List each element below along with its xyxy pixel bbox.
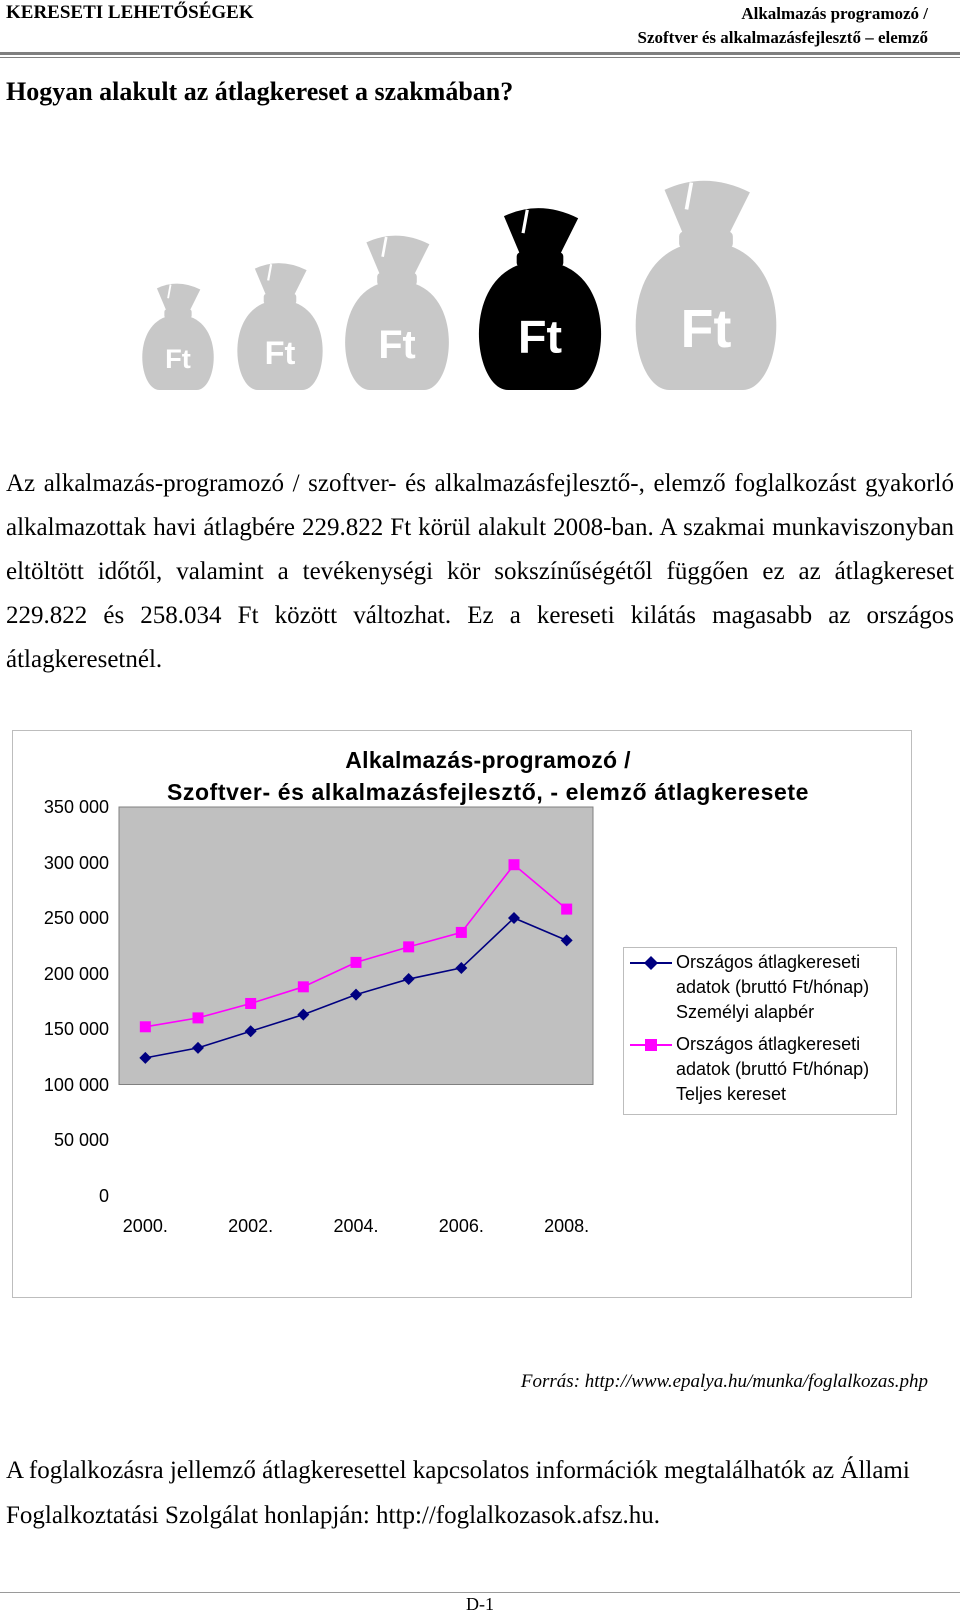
data-point-square <box>245 998 256 1009</box>
source-citation: Forrás: http://www.epalya.hu/munka/foglalkozas.php <box>520 1371 928 1392</box>
y-tick-label: 150 000 <box>43 1019 109 1039</box>
outro-paragraph: A foglalkozásra jellemző átlagkeresettel kapcsolatos információk megtalálhatók az Állami Foglalkoztatási Szolgálat honlapján: http://foglalkozasok.afsz.hu. <box>6 1457 910 1529</box>
y-tick-label: 300 000 <box>43 852 109 873</box>
y-tick-label: 100 000 <box>43 1074 109 1095</box>
x-tick-label: 2006. <box>438 1216 484 1236</box>
chart-title-line1: Alkalmazás-programozó / <box>345 747 631 773</box>
legend-label: adatok (bruttó Ft/hónap) <box>676 1059 870 1079</box>
x-tick-label: 2000. <box>122 1216 168 1236</box>
earnings-chart <box>12 730 912 1298</box>
money-bag-icon <box>142 284 213 390</box>
data-point-square <box>193 1012 204 1023</box>
legend-label: Személyi alapbér <box>676 1002 815 1022</box>
data-point-square <box>140 1021 151 1032</box>
legend-item-series-1 <box>676 950 896 1025</box>
money-bag-label: Ft <box>264 334 296 371</box>
header-section-title: KERESETI LEHETŐSÉGEK <box>6 2 254 23</box>
footer-divider <box>0 1592 960 1593</box>
money-bag-label: Ft <box>680 298 732 359</box>
header-occupation-line1: Alkalmazás programozó / <box>741 4 928 23</box>
y-tick-label: 250 000 <box>43 908 109 928</box>
page-number: D-1 <box>466 1594 494 1614</box>
legend-item-series-2 <box>676 1032 896 1107</box>
y-tick-label: 200 000 <box>43 963 109 984</box>
legend-label: Országos átlagkereseti <box>676 952 861 972</box>
x-tick-label: 2004. <box>333 1216 379 1236</box>
plot-area <box>119 807 593 1085</box>
header-divider-thin <box>0 57 960 58</box>
intro-paragraph: Az alkalmazás-programozó / szoftver- és alkalmazásfejlesztő-, elemző foglalkozást gyakorló alkalmazottak havi átlagbére 229.822 Ft körül alakult 2008-ban. A szakmai munkaviszonyban eltöltött időtől, valamint a tevékenységi kör sokszínűségétől függően ez az átlagkereset 229.822 és 258.034 Ft között változhat. Ez a kereseti kilátás magasabb az országos átlagkeresetnél. <box>6 470 954 673</box>
legend-marker-series-2 <box>630 1038 672 1052</box>
data-point-square <box>456 927 467 938</box>
data-point-square <box>298 981 309 992</box>
header-divider-thick <box>0 52 960 55</box>
header-occupation-line2: Szoftver és alkalmazásfejlesztő – elemző <box>637 28 928 47</box>
money-bags-illustration <box>0 145 960 415</box>
y-tick-label: 50 000 <box>53 1130 109 1150</box>
x-tick-label: 2002. <box>228 1216 274 1236</box>
legend-label: adatok (bruttó Ft/hónap) <box>676 977 870 997</box>
money-bag-label: Ft <box>517 310 563 363</box>
legend-label: Országos átlagkereseti <box>676 1034 861 1054</box>
data-point-square <box>403 941 414 952</box>
page-title: Hogyan alakult az átlagkereset a szakmában? <box>6 77 514 106</box>
data-point-square <box>351 957 362 968</box>
money-bag-label: Ft <box>165 343 191 375</box>
y-tick-label: 350 000 <box>43 797 109 817</box>
money-bag-label: Ft <box>378 323 416 368</box>
money-bag-icon <box>636 181 777 390</box>
chart-legend <box>623 947 897 1115</box>
chart-title-line2: Szoftver- és alkalmazásfejlesztő, - elemző átlagkeresete <box>166 779 810 805</box>
money-bag-icon <box>237 263 322 390</box>
x-tick-label: 2008. <box>544 1216 590 1236</box>
header-occupation <box>638 2 928 50</box>
y-tick-label: 0 <box>98 1185 109 1206</box>
legend-marker-series-1 <box>630 956 672 970</box>
legend-label: Teljes kereset <box>676 1084 787 1104</box>
money-bag-icon <box>345 236 449 390</box>
data-point-square <box>561 904 572 915</box>
money-bag-icon <box>479 208 601 390</box>
data-point-square <box>509 859 520 870</box>
